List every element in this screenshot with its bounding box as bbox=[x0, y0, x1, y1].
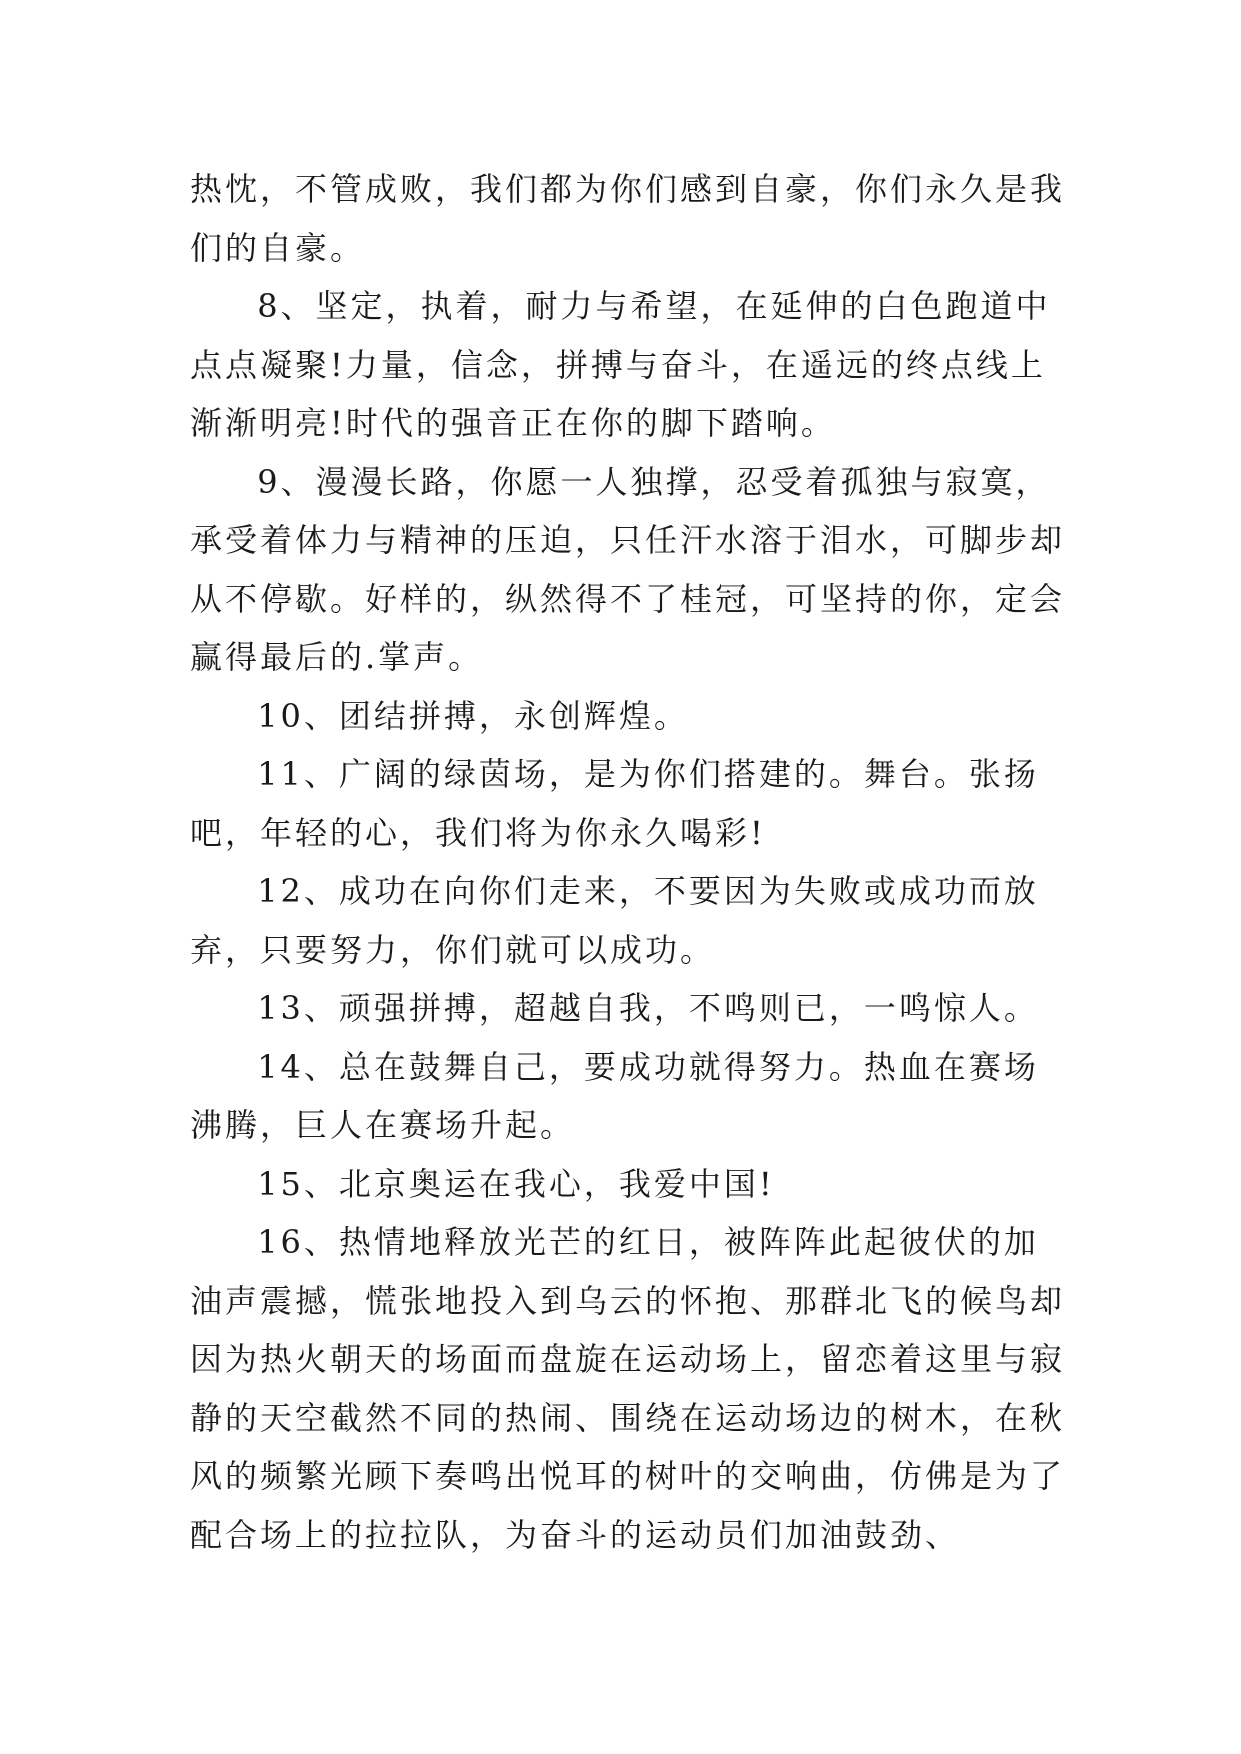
paragraph-item-11: 11、广阔的绿茵场，是为你们搭建的。舞台。张扬吧，年轻的心，我们将为你永久喝彩! bbox=[190, 755, 1039, 852]
paragraph-item-9: 9、漫漫长路，你愿一人独撑，忍受着孤独与寂寞，承受着体力与精神的压迫，只任汗水溶于泪水，可脚步却从不停歇。好样的，纵然得不了桂冠，可坚持的你，定会赢得最后的.掌声。 bbox=[190, 462, 1066, 676]
paragraph-item-14: 14、总在鼓舞自己，要成功就得努力。热血在赛场沸腾，巨人在赛场升起。 bbox=[190, 1047, 1039, 1144]
paragraph-item-10: 10、团结拼搏，永创辉煌。 bbox=[257, 696, 689, 735]
paragraph-item-15: 15、北京奥运在我心，我爱中国! bbox=[257, 1164, 775, 1203]
document-body bbox=[190, 160, 1070, 1564]
paragraph-continuation: 热忱，不管成败，我们都为你们感到自豪，你们永久是我们的自豪。 bbox=[190, 170, 1066, 267]
paragraph-item-8: 8、坚定，执着，耐力与希望，在延伸的白色跑道中点点凝聚!力量，信念，拼搏与奋斗，在遥远的终点线上渐渐明亮!时代的强音正在你的脚下踏响。 bbox=[190, 287, 1051, 442]
paragraph-item-12: 12、成功在向你们走来，不要因为失败或成功而放弃，只要努力，你们就可以成功。 bbox=[190, 872, 1039, 969]
paragraph-item-13: 13、顽强拼搏，超越自我，不鸣则已，一鸣惊人。 bbox=[257, 989, 1039, 1027]
paragraph-item-16: 16、热情地释放光芒的红日，被阵阵此起彼伏的加油声震撼，慌张地投入到乌云的怀抱、那群北飞的候鸟却因为热火朝天的场面而盘旋在运动场上，留恋着这里与寂静的天空截然不同的热闹、围绕在运动场边的树木，在秋风的频繁光顾下奏鸣出悦耳的树叶的交响曲，仿佛是为了配合场上的拉拉队，为奋斗的运动员们加油鼓劲、 bbox=[190, 1223, 1066, 1554]
